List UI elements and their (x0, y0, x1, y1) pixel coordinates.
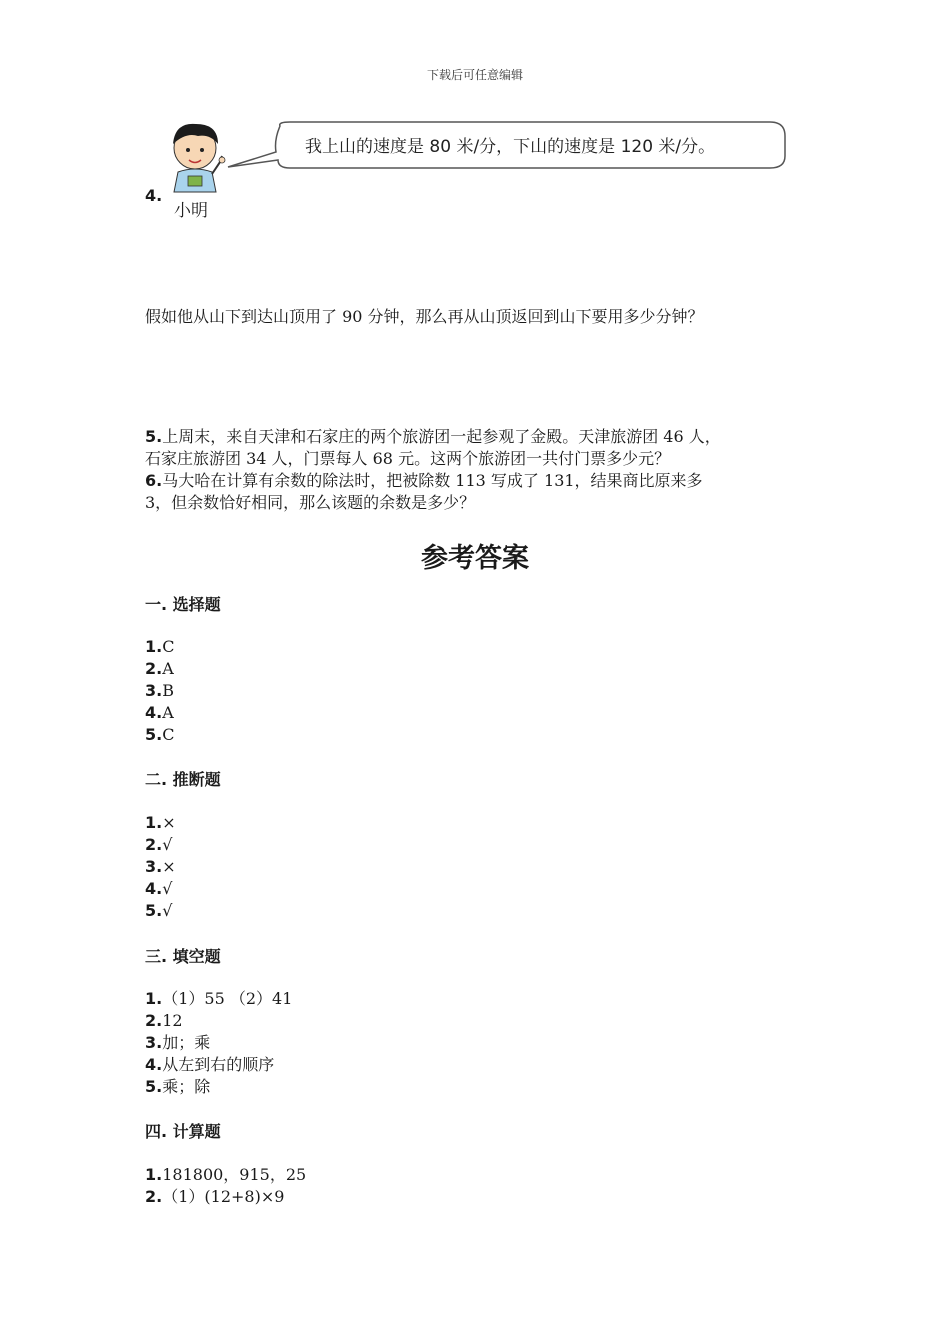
question-5-line-1 (145, 426, 721, 448)
answer-item (145, 1076, 210, 1098)
answer-item (145, 834, 172, 856)
section-title: 三. 填空题 (145, 947, 221, 966)
answer-item (145, 856, 176, 878)
answer-item (145, 812, 176, 834)
boy-name-label: 小明 (174, 201, 208, 221)
answer-text: 加；乘 (162, 1033, 211, 1052)
question-6-text-1: 马大哈在计算有余数的除法时，把被除数 113 写成了 131，结果商比原来多 (162, 471, 703, 490)
boy-icon (173, 124, 225, 192)
answer-number: 4. (145, 703, 163, 722)
answer-item (145, 724, 174, 746)
answer-text: 12 (162, 1011, 183, 1030)
answer-item (145, 680, 174, 702)
answer-item (145, 878, 172, 900)
section-title: 四. 计算题 (145, 1122, 221, 1141)
answer-number: 1. (145, 989, 163, 1008)
answer-number: 2. (145, 1187, 163, 1206)
answer-text: 乘；除 (162, 1077, 211, 1096)
question-4-text: 假如他从山下到达山顶用了 90 分钟，那么再从山顶返回到山下要用多少分钟？ (145, 307, 704, 326)
answer-text: C (162, 637, 175, 656)
answer-text: √ (162, 835, 173, 854)
answer-text: 181800，915，25 (162, 1165, 307, 1184)
answer-number: 4. (145, 1055, 163, 1074)
answer-number: 4. (145, 879, 163, 898)
answer-number: 3. (145, 857, 163, 876)
question-5-number: 5. (145, 427, 163, 446)
answer-text: B (162, 681, 174, 700)
question-4-number: 4. (145, 186, 163, 205)
answer-item (145, 900, 172, 922)
page-header: 下载后可任意编辑 (426, 68, 523, 82)
answer-number: 5. (145, 725, 163, 744)
answer-number: 5. (145, 1077, 163, 1096)
answer-text: × (162, 813, 176, 832)
answer-text: 从左到右的顺序 (162, 1055, 275, 1074)
answer-item (145, 658, 174, 680)
speech-bubble-text: 我上山的速度是 80 米/分，下山的速度是 120 米/分。 (305, 137, 716, 157)
section-title: 二. 推断题 (145, 770, 221, 789)
answer-item (145, 1186, 284, 1208)
answer-number: 5. (145, 901, 163, 920)
boy-speech-illustration (140, 112, 800, 232)
answer-item (145, 988, 292, 1010)
answer-number: 2. (145, 1011, 163, 1030)
question-6-number: 6. (145, 471, 163, 490)
question-6-line-1 (145, 470, 703, 492)
answer-item (145, 1054, 274, 1076)
answer-number: 2. (145, 659, 163, 678)
answer-text: √ (162, 901, 173, 920)
answer-text: （1）55 （2）41 (162, 989, 293, 1008)
answer-number: 1. (145, 813, 163, 832)
answer-number: 3. (145, 1033, 163, 1052)
question-5-line-2: 石家庄旅游团 34 人，门票每人 68 元。这两个旅游团一共付门票多少元？ (145, 449, 671, 468)
answer-text: C (162, 725, 175, 744)
answer-text: A (162, 703, 174, 722)
answers-title: 参考答案 (421, 543, 529, 574)
question-6-line-2: 3，但余数恰好相同，那么该题的余数是多少？ (145, 493, 476, 512)
answer-item (145, 636, 174, 658)
answer-number: 1. (145, 1165, 163, 1184)
answer-number: 2. (145, 835, 163, 854)
answer-number: 1. (145, 637, 163, 656)
answer-number: 3. (145, 681, 163, 700)
answer-text: A (162, 659, 174, 678)
answer-text: × (162, 857, 176, 876)
answer-text: √ (162, 879, 173, 898)
answer-text: （1）(12+8)×9 (162, 1187, 285, 1206)
answer-item (145, 1010, 183, 1032)
section-title: 一. 选择题 (145, 595, 221, 614)
answer-item (145, 1164, 306, 1186)
answer-item (145, 1032, 210, 1054)
question-5-text-1: 上周末，来自天津和石家庄的两个旅游团一起参观了金殿。天津旅游团 46 人， (162, 427, 721, 446)
answer-item (145, 702, 174, 724)
